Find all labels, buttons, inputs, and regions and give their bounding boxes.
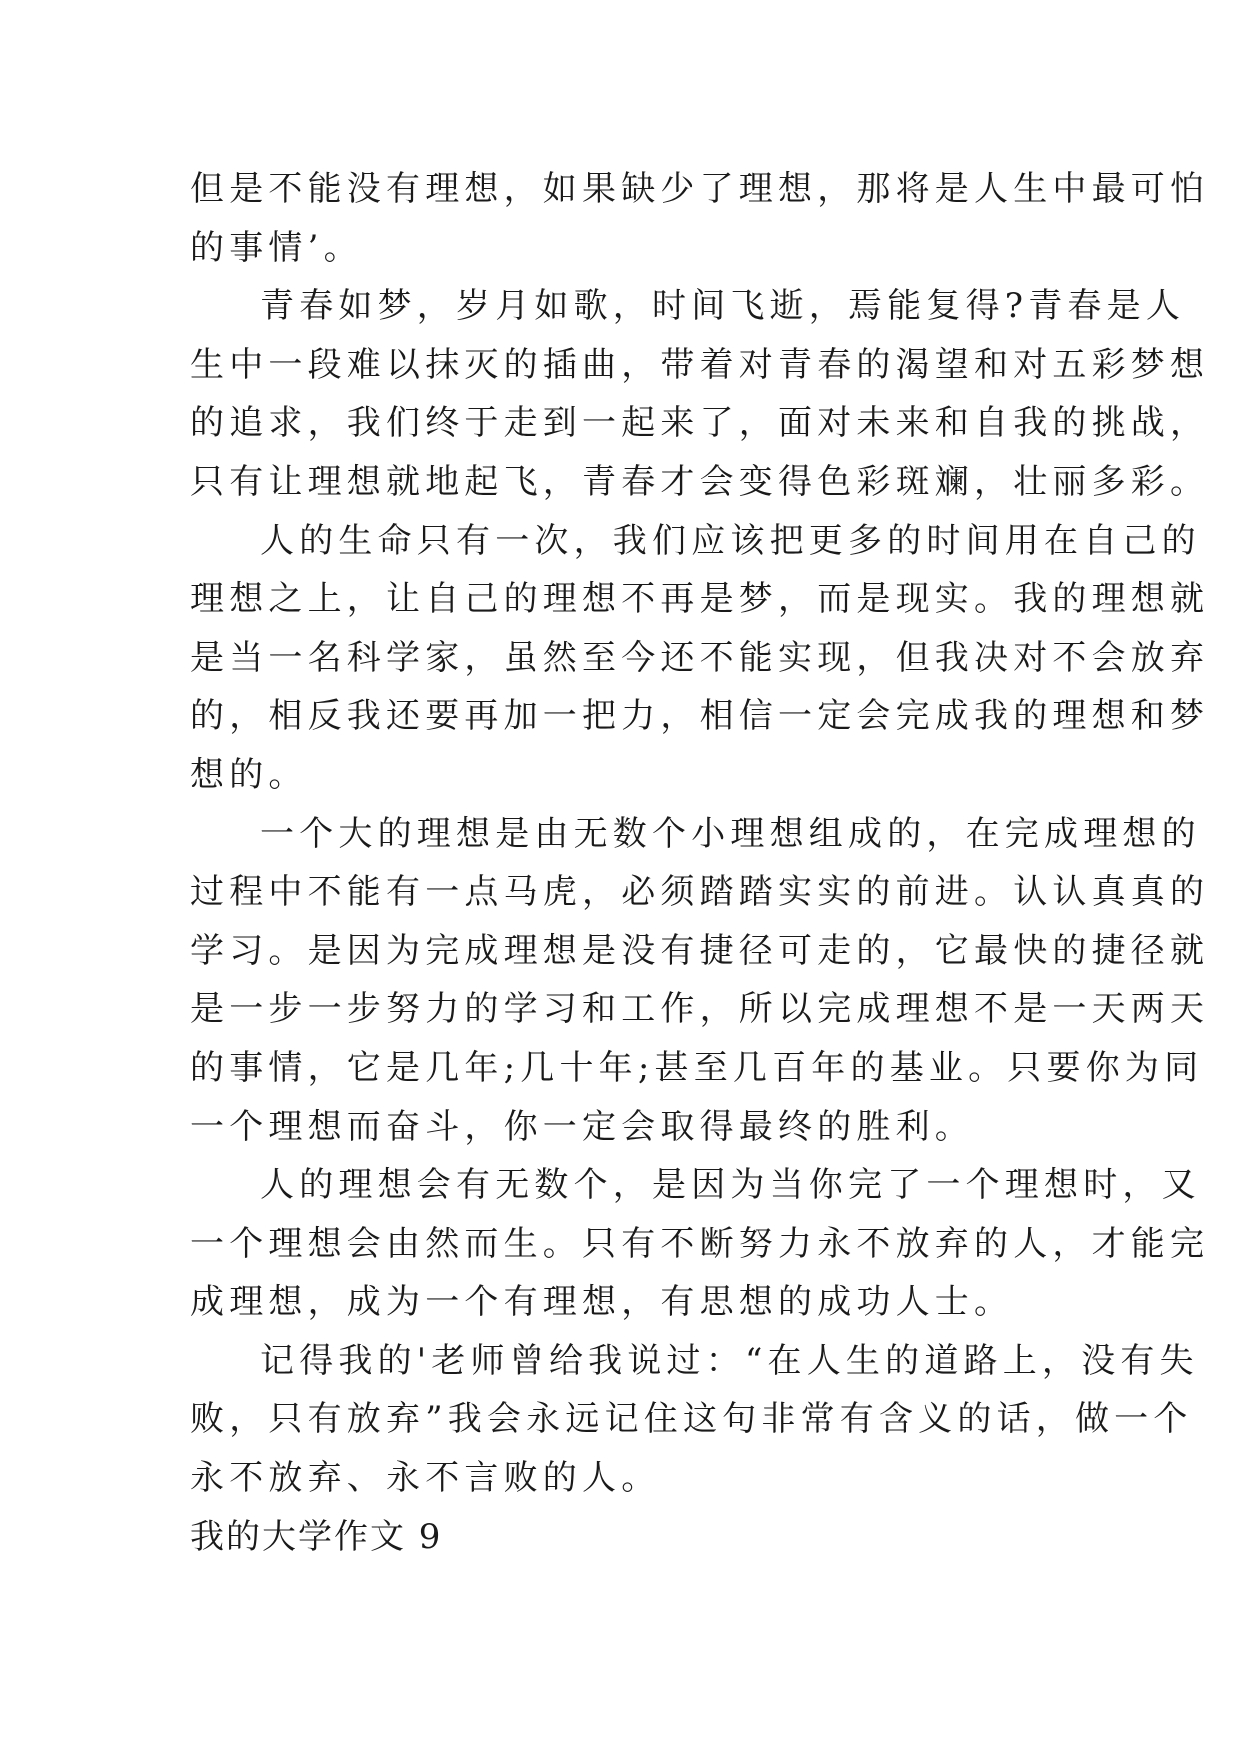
text-line: 想的。 [190, 754, 308, 795]
text-line: 只有让理想就地起飞，青春才会变得色彩斑斓，壮丽多彩。 [190, 461, 1210, 502]
paragraph-first-line: 记得我的'老师曾给我说过：“在人生的道路上，没有失 [260, 1340, 1199, 1381]
text-line: 是当一名科学家，虽然至今还不能实现，但我决对不会放弃 [190, 637, 1210, 678]
text-line: 的追求，我们终于走到一起来了，面对未来和自我的挑战， [190, 403, 1210, 444]
paragraph-first-line: 人的生命只有一次，我们应该把更多的时间用在自己的 [260, 520, 1201, 561]
text-line: 是一步一步努力的学习和工作，所以完成理想不是一天两天 [190, 989, 1210, 1030]
text-line: 理想之上，让自己的理想不再是梦，而是现实。我的理想就 [190, 579, 1210, 620]
paragraph-first-line: 人的理想会有无数个，是因为当你完了一个理想时，又 [260, 1165, 1201, 1206]
text-line: 过程中不能有一点马虎，必须踏踏实实的前进。认认真真的 [190, 872, 1210, 913]
text-line: 一个理想而奋斗，你一定会取得最终的胜利。 [190, 1106, 974, 1147]
text-line: 的事情’。 [190, 227, 363, 268]
text-line: 败，只有放弃”我会永远记住这句非常有含义的话，做一个 [190, 1399, 1193, 1440]
text-line: 一个理想会由然而生。只有不断努力永不放弃的人，才能完 [190, 1223, 1210, 1264]
section-heading: 我的大学作文 9 [190, 1516, 443, 1557]
text-line: 永不放弃、永不言败的人。 [190, 1458, 661, 1499]
text-line: 学习。是因为完成理想是没有捷径可走的，它最快的捷径就 [190, 930, 1210, 971]
text-line: 的事情，它是几年;几十年;甚至几百年的基业。只要你为同 [190, 1047, 1204, 1088]
document-body [190, 160, 1210, 1566]
text-line: 生中一段难以抹灭的插曲，带着对青春的渴望和对五彩梦想 [190, 344, 1210, 385]
paragraph-first-line: 青春如梦，岁月如歌，时间飞逝，焉能复得?青春是人 [260, 286, 1186, 327]
paragraph-first-line: 一个大的理想是由无数个小理想组成的，在完成理想的 [260, 813, 1201, 854]
text-line: 但是不能没有理想，如果缺少了理想，那将是人生中最可怕 [190, 169, 1210, 209]
text-line: 的，相反我还要再加一把力，相信一定会完成我的理想和梦 [190, 696, 1210, 737]
text-line: 成理想，成为一个有理想，有思想的成功人士。 [190, 1282, 1014, 1323]
